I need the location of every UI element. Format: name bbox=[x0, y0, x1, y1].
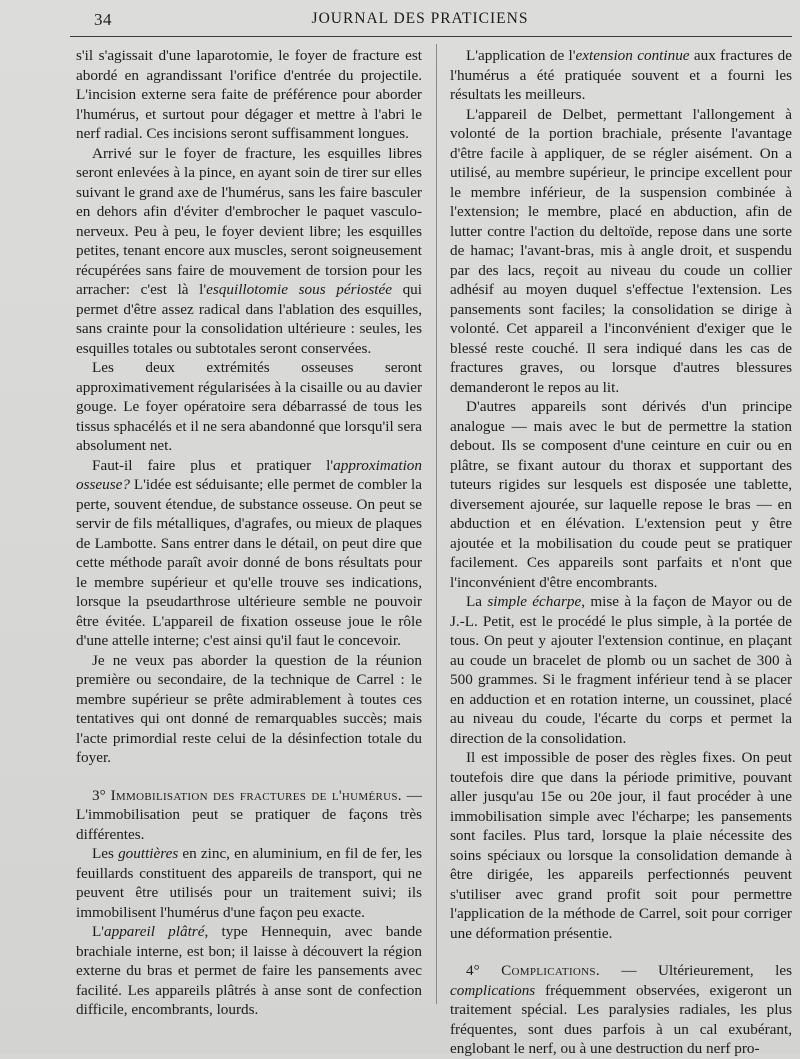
text-run: L'idée est séduisante; elle permet de combler la perte, souvent étendue, de substance osseuse. On peut se servir de fils métalliques, d'agrafes, ou mieux de plaques de Lambotte. Sans entrer dans le détail, on peut dire que cette méthode paraît avoir donné de bons résultats pour le membre supérieur et qu'elle trouve ses indications, lorsque la pseudarthrose ultérieure semble ne pouvoir être évitée. L'appareil de fixation osseuse joue le rôle d'une attelle interne; c'est ainsi qu'il faut le concevoir. bbox=[76, 476, 422, 649]
text-run: , type Hennequin, avec bande brachiale interne, est bon; il laisse à découvert la région externe du bras et permet de faire les pansements avec facilité. Les appareils plâtrés à anse sont de confection difficile, encombrants, lourds. bbox=[76, 923, 422, 1018]
text-run: L' bbox=[92, 923, 105, 940]
section-heading: Immobilisation des fractures de l'humérus. bbox=[110, 786, 402, 804]
paragraph bbox=[76, 786, 422, 845]
text-run: Faut-il faire plus et pratiquer l' bbox=[92, 456, 334, 474]
paragraph bbox=[76, 922, 422, 1020]
left-column bbox=[76, 46, 422, 1020]
column-divider bbox=[436, 44, 437, 1004]
paragraph bbox=[450, 46, 792, 105]
paragraph bbox=[450, 105, 792, 398]
italic-text: simple écharpe bbox=[487, 593, 582, 610]
paragraph bbox=[76, 144, 422, 359]
italic-text: extension continue bbox=[575, 47, 690, 64]
text-run: L'application de l' bbox=[466, 47, 576, 64]
text-run: en zinc, en aluminium, en fil de fer, les feuillards constituent des appareils de transport, qui ne peuvent être utilisés pour un traitement suivi; ils immobilisent l'humérus d'une façon peu exacte. bbox=[76, 845, 422, 921]
text-run: L'appareil de Delbet, permettant l'allongement à volonté de la portion brachiale, présente l'avantage d'être facile à appliquer, de se régler aisément. On a utilisé, au membre supérieur, le principe excellent pour le membre inférieur, de la suspension combinée à l'extension; le membre, placé en abduction, afin de lutter contre l'action du deltoïde, repose dans une sorte de hamac; l'avant-bras, mis à angle droit, et suspendu par des lacs, reçoit au niveau du coude un collier adhésif au moyen duquel s'effectue l'extension. Les pansements sont faciles; la consolidation se dirige à volonté. Cet appareil a l'inconvénient d'exiger que le blessé reste couché. Il sera indiqué dans les cas de fractures graves, ou lorsque d'autres blessures demanderont le repos au lit. bbox=[450, 105, 792, 396]
running-title: JOURNAL DES PRATICIENS bbox=[311, 10, 529, 27]
text-run: Il est impossible de poser des règles fixes. On peut toutefois dire que dans la période primitive, pouvant aller jusqu'au 15e ou 20e jour, il faut procéder à une immobilisation simple avec l'écharpe; les pansements sont faciles. Plus tard, lorsque la plaie nécessite des soins spéciaux ou lorsque la consolidation demande à être dirigée, les appareils perfectionnés peuvent s'utiliser avec grand profit soit pour permettre l'application de la méthode de Carrel, soit pour corriger une déformation présentie. bbox=[450, 749, 792, 942]
paragraph bbox=[76, 358, 422, 456]
text-run: fréquemment observées, exigeront un traitement spécial. Les paralysies radiales, les plus fréquentes, sont dues parfois à un cal exubérant, englobant le nerf, ou à une destruction du nerf pro- bbox=[450, 981, 792, 1057]
paragraph bbox=[450, 592, 792, 748]
paragraph bbox=[76, 46, 422, 144]
paragraph bbox=[76, 456, 422, 651]
text-run: Je ne veux pas aborder la question de la réunion première ou secondaire, de la technique de Carrel : le membre supérieur se prête admirablement à toutes ces tentatives qui ont donné de remarquables succès; mais l'acte primordial reste celui de la désinfection totale du foyer. bbox=[76, 651, 422, 766]
paragraph bbox=[76, 651, 422, 768]
text-run: — L'immobilisation peut se pratiquer de façons très différentes. bbox=[76, 786, 422, 843]
text-run: , mise à la façon de Mayor ou de J.-L. Petit, est le procédé le plus simple, à la portée de tous. On peut y ajouter l'extension continue, en plaçant au coude un bracelet de plomb ou un sachet de 300 à 500 grammes. Si le fragment inférieur tend à se placer en adduction et en rotation interne, un coussinet, placé au niveau du coude, l'écarte du corps et permet la direction de la consolidation. bbox=[450, 593, 792, 747]
italic-text: approximation osseuse? bbox=[76, 456, 422, 493]
text-run: — Ultérieurement, les bbox=[599, 962, 793, 979]
text-run: 3° bbox=[92, 786, 111, 804]
page-number: 34 bbox=[94, 10, 112, 29]
paragraph bbox=[450, 397, 792, 592]
right-column bbox=[450, 46, 792, 1059]
italic-text: gouttières bbox=[118, 845, 179, 862]
italic-text: esquillotomie sous périostée bbox=[206, 281, 392, 298]
header-rule bbox=[70, 36, 792, 37]
text-run: s'il s'agissait d'une laparotomie, le foyer de fracture est abordé en agrandissant l'orifice d'entrée du projectile. L'incision externe sera faite de préférence pour aborder l'humérus, et surtout pour dégager et mettre à l'abri le nerf radial. Ces incisions seront suffisamment longues. bbox=[76, 47, 422, 142]
text-run: 4° bbox=[466, 962, 502, 979]
text-run: Les deux extrémités osseuses seront approximativement régularisées à la cisaille ou au davier gouge. Le foyer opératoire sera débarrassé de tous les tissus sphacélés et il ne sera abandonné que lorsqu'il sera absolument net. bbox=[76, 359, 422, 454]
text-run: aux fractures de l'humérus a été pratiquée souvent et a fourni les résultats les meilleurs. bbox=[450, 47, 792, 103]
text-run: Arrivé sur le foyer de fracture, les esquilles libres seront enlevées à la pince, en ayant soin de tirer sur elles suivant le grand axe de l'humérus, sans les faire basculer en dehors afin d'éviter d'embrocher le paquet vasculo-nerveux. Peu à peu, le foyer devient libre; les esquilles petites, tenant encore aux muscles, seront soigneusement récupérées sans faire de mouvement de torsion pour les arracher: c'est là l' bbox=[76, 144, 422, 298]
paragraph bbox=[450, 748, 792, 943]
paragraph bbox=[450, 961, 792, 1059]
italic-text: appareil plâtré bbox=[104, 923, 205, 940]
paragraph bbox=[76, 844, 422, 922]
text-run: Les bbox=[92, 845, 119, 862]
italic-text: complications bbox=[450, 981, 536, 999]
text-run: qui permet d'être assez radical dans l'ablation des esquilles, sans crainte pour la consolidation ultérieure : seules, les esquilles totales ou subtotales seront conservées. bbox=[76, 281, 422, 357]
text-run: D'autres appareils sont dérivés d'un principe analogue — mais avec le but de permettre la station debout. Ils se composent d'une ceinture en cuir ou en plâtre, se fixant autour du thorax et supportant des tuteurs rigides sur lesquels est disposée une tablette, diversement ajourée, sur laquelle repose le bras — en abduction et en élévation. L'extension peut y être ajoutée et la mobilisation du coude peut se pratiquer facilement. Ces appareils sont parfaits et n'ont que l'inconvénient d'être encombrants. bbox=[450, 398, 792, 591]
section-heading: Complications. bbox=[501, 962, 600, 979]
page-header bbox=[0, 8, 800, 34]
text-run: La bbox=[466, 593, 488, 610]
